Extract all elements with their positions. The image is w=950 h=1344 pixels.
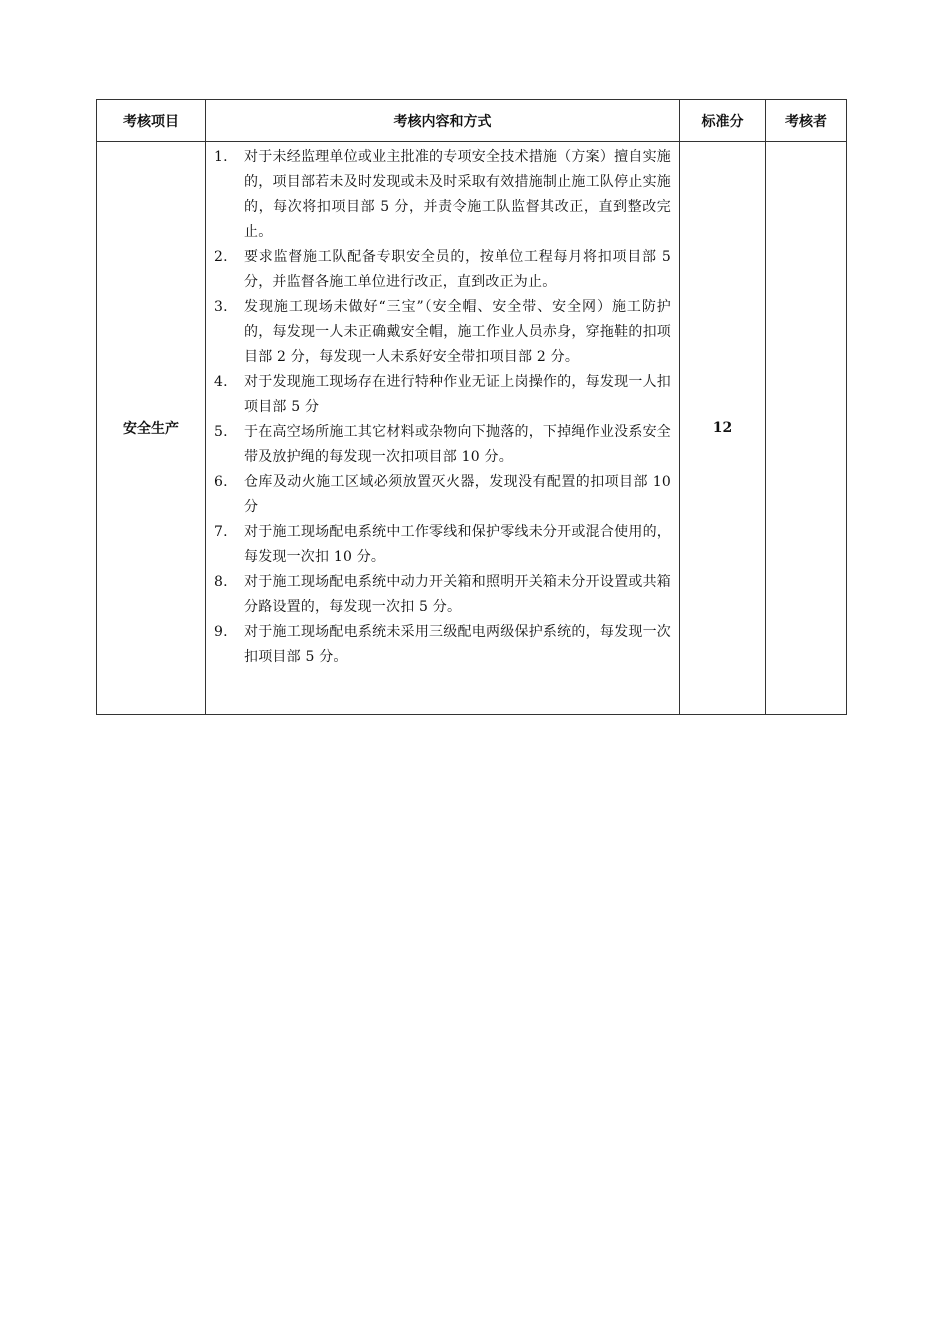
header-item: 考核项目 (97, 100, 206, 142)
rule-number: 4. (214, 374, 228, 390)
header-row (97, 100, 847, 142)
rule-number: 6. (214, 474, 228, 490)
list-item (214, 245, 671, 295)
list-item (214, 370, 671, 420)
rule-number: 9. (214, 624, 228, 640)
item-cell: 安全生产 (97, 142, 206, 715)
header-score: 标准分 (680, 100, 766, 142)
rule-text: 发现施工现场未做好“三宝”（安全帽、安全带、安全网）施工防护的，每发现一人未正确戴安全帽，施工作业人员赤身，穿拖鞋的扣项目部 2 分，每发现一人未系好安全带扣项目部 2 分。 (244, 299, 671, 365)
list-item (214, 620, 671, 670)
list-item (214, 145, 671, 245)
rule-number: 7. (214, 524, 228, 540)
rule-number: 5. (214, 424, 228, 440)
rule-text: 对于未经监理单位或业主批准的专项安全技术措施（方案）擅自实施的，项目部若未及时发现或未及时采取有效措施制止施工队停止实施的，每次将扣项目部 5 分，并责令施工队监督其改正，直到整改完止。 (244, 149, 671, 240)
table-row (97, 142, 847, 715)
content-cell (206, 142, 680, 715)
list-item (214, 295, 671, 370)
list-item (214, 520, 671, 570)
rule-text: 于在高空场所施工其它材料或杂物向下抛落的，下掉绳作业没系安全带及放护绳的每发现一次扣项目部 10 分。 (244, 424, 671, 465)
assessment-table (96, 99, 847, 715)
rule-number: 8. (214, 574, 228, 590)
rule-text: 对于施工现场配电系统中工作零线和保护零线未分开或混合使用的，每发现一次扣 10 分。 (244, 524, 671, 565)
rule-number: 3. (214, 299, 228, 315)
rule-text: 要求监督施工队配备专职安全员的，按单位工程每月将扣项目部 5 分，并监督各施工单位进行改正，直到改正为止。 (244, 249, 671, 290)
rule-text: 仓库及动火施工区域必须放置灭火器，发现没有配置的扣项目部 10 分 (244, 474, 671, 515)
rule-number: 2. (214, 249, 228, 265)
list-item (214, 470, 671, 520)
rule-number: 1. (214, 149, 228, 165)
rule-text: 对于施工现场配电系统中动力开关箱和照明开关箱未分开设置或共箱分路设置的，每发现一次扣 5 分。 (244, 574, 671, 615)
assessor-cell (766, 142, 847, 715)
rule-list (214, 145, 671, 670)
rule-text: 对于施工现场配电系统未采用三级配电两级保护系统的，每发现一次扣项目部 5 分。 (244, 624, 671, 665)
score-cell: 12 (680, 142, 766, 715)
rule-text: 对于发现施工现场存在进行特种作业无证上岗操作的，每发现一人扣项目部 5 分 (244, 374, 671, 415)
header-content: 考核内容和方式 (206, 100, 680, 142)
list-item (214, 420, 671, 470)
list-item (214, 570, 671, 620)
header-assessor: 考核者 (766, 100, 847, 142)
